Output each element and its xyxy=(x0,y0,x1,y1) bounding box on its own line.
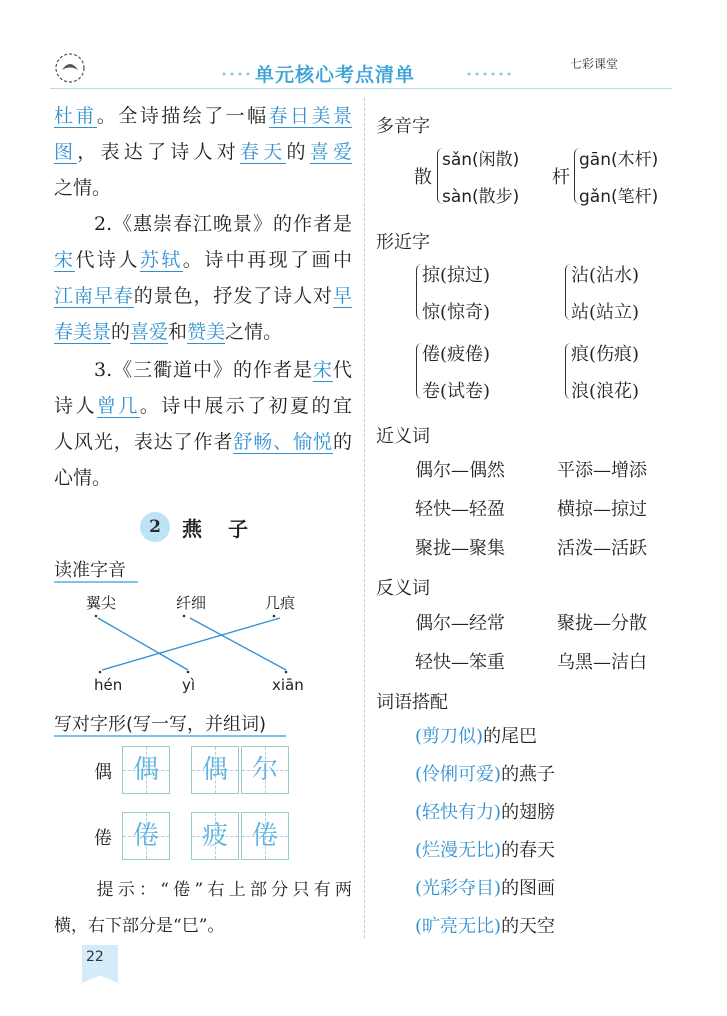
header-brand: 七彩课堂 xyxy=(570,57,619,71)
header-title: 单元核心考点清单 xyxy=(255,64,416,86)
poem-summary-3: 3.《三衢道中》的作者是宋代 诗人曾几。诗中展示了初夏的宜 人风光，表达了作者舒畅、愉悦的 心情。 xyxy=(54,359,352,489)
fanyi-item: 轻快—笨重 xyxy=(415,652,505,673)
writing-box: 倦 xyxy=(122,812,170,860)
duoyin-item: gān(木杆) xyxy=(579,150,659,170)
writing-box: 偶 xyxy=(191,746,239,794)
lesson-number-badge: 2 xyxy=(140,512,170,542)
dapei-item: (旷亮无比)的天空 xyxy=(415,916,556,937)
xingjin-item: 浪(浪花) xyxy=(571,381,640,402)
hint-text: 提示：“倦”右上部分只有两 横，右下部分是“巳”。 xyxy=(54,880,352,936)
jinyi-item: 轻快—轻盈 xyxy=(415,499,505,520)
writing-box: 尔 xyxy=(241,746,289,794)
page-number: 22 xyxy=(86,949,104,965)
dapei-item: (光彩夺目)的图画 xyxy=(415,878,556,899)
writing-box: 偶 xyxy=(122,746,170,794)
write-char: 倦 xyxy=(94,828,112,849)
jinyi-item: 活泼—活跃 xyxy=(557,538,647,559)
jinyi-title: 近义词 xyxy=(376,426,430,447)
header-dots-left xyxy=(220,72,252,76)
duoyin-item: sàn(散步) xyxy=(442,187,520,207)
duoyin-item: gǎn(笔杆) xyxy=(579,187,659,207)
xingjin-item: 站(站立) xyxy=(571,302,640,323)
xingjin-item: 惊(惊奇) xyxy=(422,302,491,323)
dapei-title: 词语搭配 xyxy=(376,692,448,713)
swallow-logo-icon xyxy=(50,50,90,86)
write-section-title: 写对字形(写一写，并组词) xyxy=(54,714,267,735)
jinyi-item: 聚拢—聚集 xyxy=(415,538,505,559)
dapei-item: (剪刀似)的尾巴 xyxy=(415,726,538,747)
poem-summary-2: 2.《惠崇春江晚景》的作者是 宋代诗人苏轼。诗中再现了画中 江南早春的景色，抒发了诗人对早 春美景的喜爱和赞美之情。 xyxy=(54,213,352,343)
fanyi-item: 乌黑—洁白 xyxy=(557,652,647,673)
dapei-item: (伶俐可爱)的燕子 xyxy=(415,764,556,785)
xingjin-item: 掠(掠过) xyxy=(422,265,491,286)
writing-box: 倦 xyxy=(241,812,289,860)
poem-summary-1: 杜甫。全诗描绘了一幅春日美景 图，表达了诗人对春天的喜爱 之情。 xyxy=(54,105,352,199)
write-title-underline xyxy=(54,735,286,737)
writing-box: 疲 xyxy=(191,812,239,860)
fanyi-title: 反义词 xyxy=(376,578,430,599)
match-pinyin: hén xyxy=(94,676,123,694)
fanyi-item: 偶尔—经常 xyxy=(415,613,505,634)
dapei-item: (轻快有力)的翅膀 xyxy=(415,802,556,823)
fanyi-item: 聚拢—分散 xyxy=(557,613,647,634)
duoyin-char: 杆 xyxy=(552,167,570,188)
match-word: 纤细 xyxy=(176,594,207,612)
xingjin-item: 倦(疲倦) xyxy=(422,344,491,365)
match-word: 翼尖 xyxy=(86,594,117,612)
match-pinyin: xiān xyxy=(272,676,304,694)
read-section-title: 读准字音 xyxy=(54,560,126,581)
match-word: 几痕 xyxy=(265,594,296,612)
read-title-underline xyxy=(54,581,138,583)
lesson-title: 燕子 xyxy=(182,517,274,541)
duoyin-item: sǎn(闲散) xyxy=(442,150,520,170)
jinyi-item: 偶尔—偶然 xyxy=(415,460,505,481)
dapei-item: (烂漫无比)的春天 xyxy=(415,840,556,861)
xingjin-item: 卷(试卷) xyxy=(422,381,491,402)
duoyin-char: 散 xyxy=(414,167,432,188)
xingjin-item: 沾(沾水) xyxy=(571,265,640,286)
duoyin-title: 多音字 xyxy=(376,116,430,137)
jinyi-item: 平添—增添 xyxy=(557,460,647,481)
xingjin-title: 形近字 xyxy=(376,232,430,253)
header-dots-right xyxy=(465,72,513,76)
jinyi-item: 横掠—掠过 xyxy=(557,499,647,520)
match-pinyin: yì xyxy=(182,676,196,694)
column-divider xyxy=(364,98,365,938)
matching-lines xyxy=(54,610,314,680)
write-char: 偶 xyxy=(94,762,112,783)
header-rule xyxy=(50,88,672,89)
xingjin-item: 痕(伤痕) xyxy=(571,344,640,365)
